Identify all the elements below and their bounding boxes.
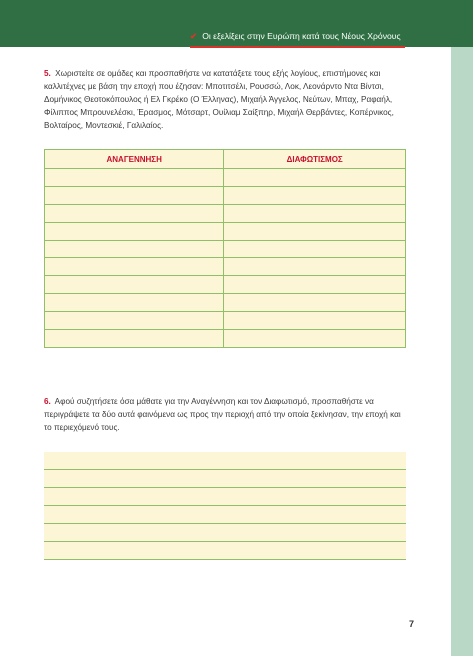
table-row — [45, 276, 406, 294]
page-number: 7 — [409, 619, 415, 629]
exercise-number: 6. — [44, 397, 51, 406]
exercise-text: Χωριστείτε σε ομάδες και προσπαθήστε να κατατάξετε τους εξής λογίους, επιστήμονες και καλλιτέχνες με βάση την εποχή που έζησαν: Μποτιτσέλι, Ρουσσώ, Λοκ, Λεονάρντο Ντα Βίντσι, Δομήνικος Θεοτοκόπουλος ή Ελ Γκρέκο (Ο Έλληνας), Μιχαήλ Άγγελος, Νεύτων, Μπαχ, Ραφαήλ, Φίλιππος Μπρουνελέσκι, Έρασμος, Μότσαρτ, Ουίλιαμ Σαίξπηρ, Μιχαήλ Θερβάντες, Κοπέρνικος, Βολταίρος, Μοντεσκιέ, Γαλιλαίος. — [44, 69, 394, 130]
renaissance-cell[interactable] — [45, 222, 224, 240]
table-row — [45, 186, 406, 204]
enlightenment-cell[interactable] — [224, 276, 406, 294]
renaissance-cell[interactable] — [45, 204, 224, 222]
exercise-number: 5. — [44, 69, 51, 78]
table-row — [45, 294, 406, 312]
table-row — [45, 222, 406, 240]
exercise-5 — [44, 67, 409, 132]
enlightenment-cell[interactable] — [224, 258, 406, 276]
answer-line — [44, 469, 406, 470]
enlightenment-cell[interactable] — [224, 330, 406, 348]
side-margin-band — [451, 47, 473, 656]
renaissance-cell[interactable] — [45, 330, 224, 348]
enlightenment-cell[interactable] — [224, 240, 406, 258]
chapter-title — [190, 31, 410, 42]
table-row — [45, 258, 406, 276]
table-row — [45, 169, 406, 187]
exercise-text: Αφού συζητήσετε όσα μάθατε για την Αναγέννηση και τον Διαφωτισμό, προσπαθήστε να περιγράψετε τα δύο αυτά φαινόμενα ως προς την περιοχή από την οποία ξεκίνησαν, την εποχή και το περιεχόμενό τους. — [44, 397, 401, 432]
exercise-6 — [44, 395, 409, 434]
renaissance-cell[interactable] — [45, 258, 224, 276]
checkmark-icon: ✔ — [190, 31, 198, 41]
classification-table — [44, 149, 406, 348]
table-row — [45, 204, 406, 222]
table-row — [45, 312, 406, 330]
enlightenment-cell[interactable] — [224, 222, 406, 240]
renaissance-cell[interactable] — [45, 276, 224, 294]
enlightenment-cell[interactable] — [224, 294, 406, 312]
enlightenment-cell[interactable] — [224, 169, 406, 187]
column-header-renaissance: ΑΝΑΓΕΝΝΗΣΗ — [45, 150, 224, 169]
answer-line — [44, 523, 406, 524]
enlightenment-cell[interactable] — [224, 312, 406, 330]
answer-line — [44, 559, 406, 560]
enlightenment-cell[interactable] — [224, 204, 406, 222]
table-body — [45, 169, 406, 348]
renaissance-cell[interactable] — [45, 240, 224, 258]
header-underline — [190, 46, 405, 48]
renaissance-cell[interactable] — [45, 294, 224, 312]
table-row — [45, 330, 406, 348]
renaissance-cell[interactable] — [45, 312, 224, 330]
column-header-enlightenment: ΔΙΑΦΩΤΙΣΜΟΣ — [224, 150, 406, 169]
answer-line — [44, 487, 406, 488]
table-header-row — [45, 150, 406, 169]
answer-line — [44, 541, 406, 542]
renaissance-cell[interactable] — [45, 186, 224, 204]
table-row — [45, 240, 406, 258]
chapter-title-text: Οι εξελίξεις στην Ευρώπη κατά τους Νέους Χρόνους — [202, 31, 401, 41]
renaissance-cell[interactable] — [45, 169, 224, 187]
answer-line — [44, 505, 406, 506]
enlightenment-cell[interactable] — [224, 186, 406, 204]
answer-area[interactable] — [44, 452, 406, 560]
